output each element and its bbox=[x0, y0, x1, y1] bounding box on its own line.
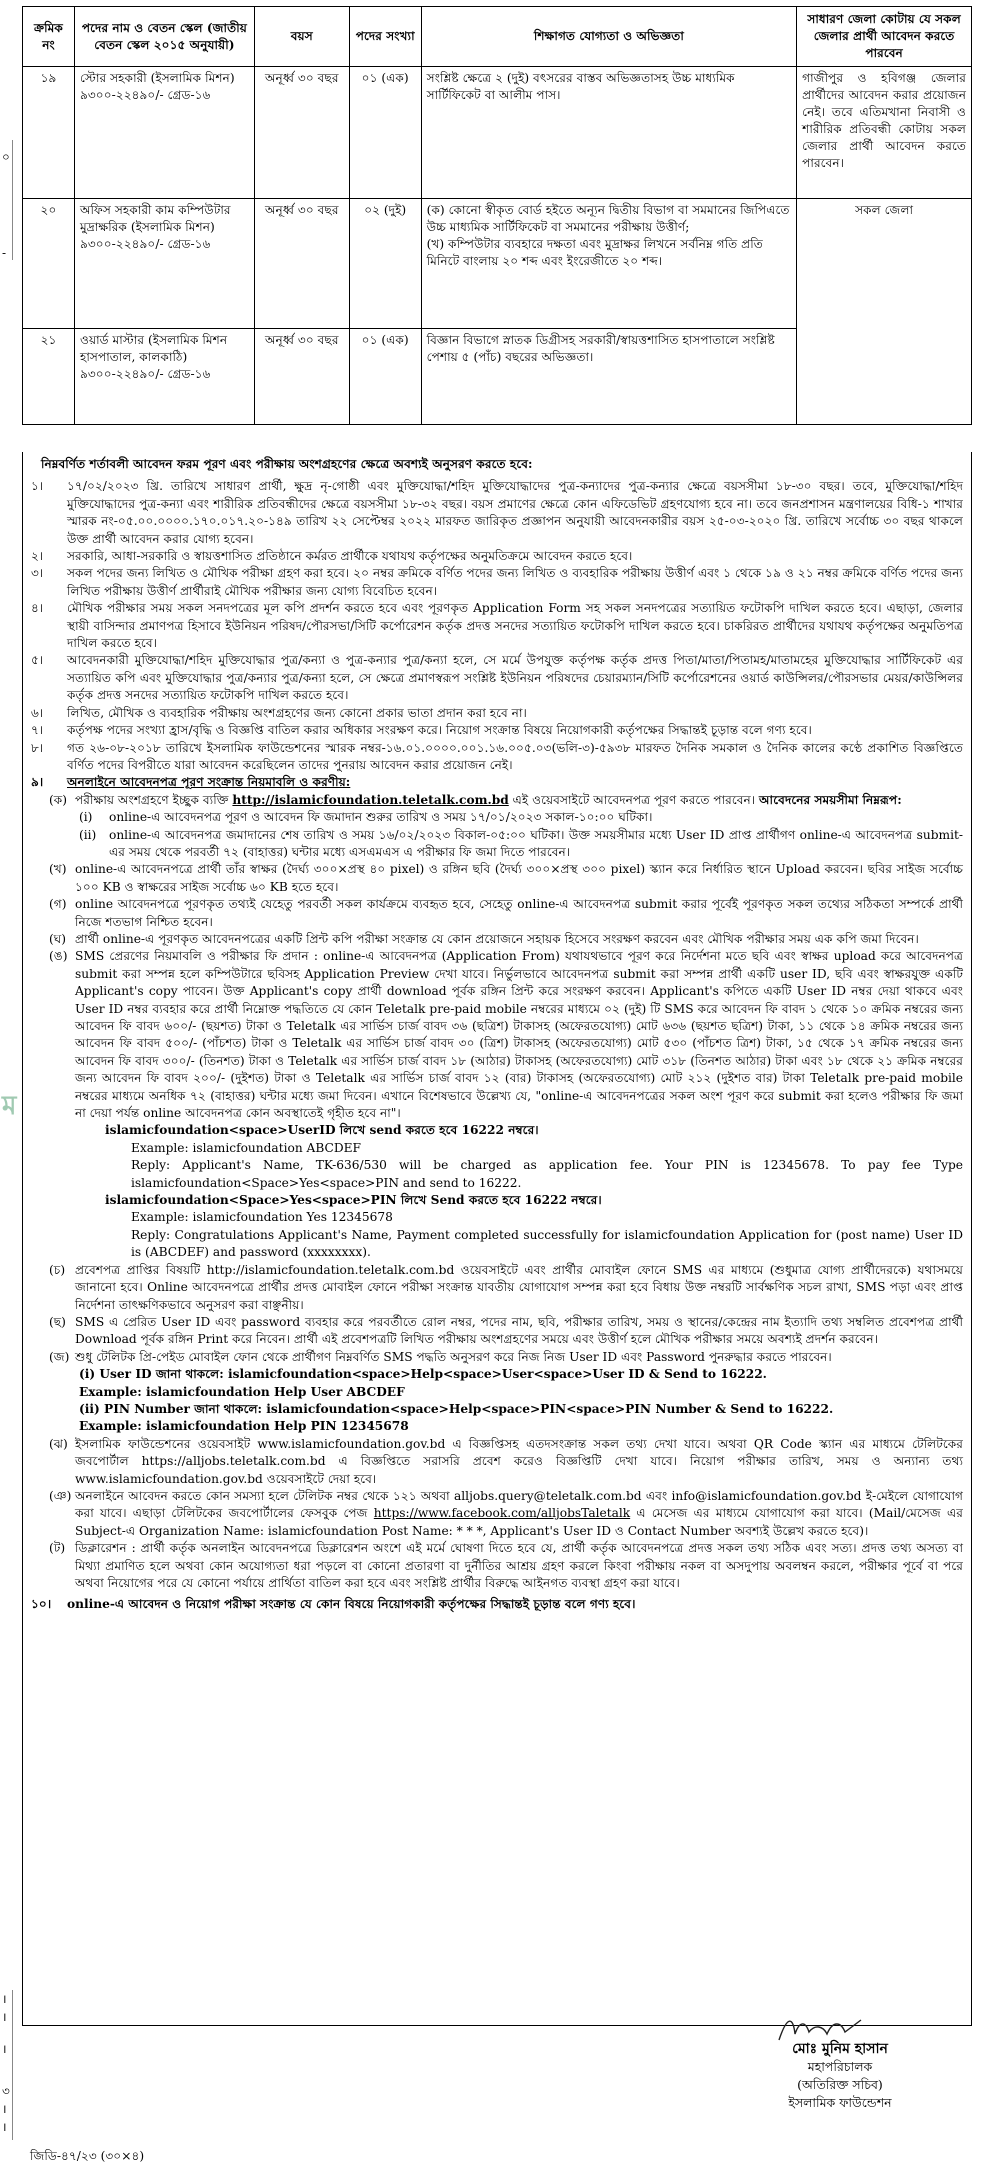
online-rule-kha: (খ) online-এ আবেদনপত্রে প্রার্থী তাঁর স্বাক্ষর (দৈর্ঘ্য ৩০০×প্রস্থ ৪০ pixel) ও রঙ্গিন ছবি (দৈর্ঘ্য ৩০০×প্রস্থ ৩০০ pixel) স্ক্যান করে নির্ধারিত স্থানে Upload করবেন। ছবির সাইজ সর্বোচ্চ ১০০ KB ও স্বাক্ষরের সাইজ সর্বোচ্চ ৬০ KB হতে হবে। bbox=[49, 862, 963, 894]
cell-count: ০১ (এক) bbox=[349, 67, 421, 199]
header-quota: সাধারণ জেলা কোটায় যে সকল জেলার প্রার্থী আবেদন করতে পারবেন bbox=[797, 7, 972, 67]
condition-item: ৭। কর্তৃপক্ষ পদের সংখ্যা হ্রাস/বৃদ্ধি ও বিজ্ঞপ্তি বাতিল করার অধিকার সংরক্ষণ করে। নিয়োগ সংক্রান্ত বিষয়ে নিয়োগকারী কর্তৃপক্ষের সিদ্ধান্তই চূড়ান্ত বলে গণ্য হবে। bbox=[31, 723, 812, 738]
sms-reply: Reply: Congratulations Applicant's Name, Payment completed successfully for islamicfoundation Application for (post name) User ID is (ABCDEF) and password (xxxxxxxx). bbox=[131, 1227, 963, 1260]
recover-example: Example: islamicfoundation Help User ABCDEF bbox=[79, 1384, 405, 1399]
left-edge-mark: । bbox=[2, 2102, 7, 2116]
deadline-start: (i) online-এ আবেদনপত্র পূরণ ও আবেদন ফি জমাদান শুরুর তারিখ ও সময় ১৭/০১/২০২৩ সকাল-১০:০০ ঘটিকা। bbox=[79, 810, 653, 825]
qualification-line: (ক) কোনো স্বীকৃত বোর্ড হইতে অন্যূন দ্বিতীয় বিভাগ বা সমমানের জিপিএতে উচ্চ মাধ্যমিক সার্টিফিকেট বা সমমানের পরীক্ষায় উত্তীর্ণ; bbox=[426, 203, 790, 234]
left-edge-mark: । bbox=[2, 1992, 7, 2006]
signatory-org: ইসলামিক ফাউন্ডেশন bbox=[788, 2095, 892, 2110]
condition-item: ৬। লিখিত, মৌখিক ও ব্যবহারিক পরীক্ষায় অংশগ্রহণের জন্য কোনো প্রকার ভাতা প্রদান করা হবে না। bbox=[31, 705, 527, 720]
sms-example: Example: islamicfoundation Yes 12345678 bbox=[131, 1210, 393, 1225]
condition-item: ৪। মৌখিক পরীক্ষার সময় সকল সনদপত্রের মূল কপি প্রদর্শন করতে হবে এবং পূরণকৃত Application Form সহ সকল সনদপত্রের সত্যায়িত ফটোকপি দাখিল করতে হবে। এছাড়া, জেলার স্থায়ী বাসিন্দার প্রমাণপত্র হিসাবে ইউনিয়ন পরিষদ/পৌরসভা/সিটি কর্পোরেশন কর্তৃক প্রদত্ত সনদের সত্যায়িত ফটোকপি দাখিল করতে হবে। চাকরিরত প্রার্থীদের যথাযথ কর্তৃপক্ষের অনুমতিপত্র দাখিল করতে হবে। bbox=[31, 601, 963, 651]
cell-count: ০২ (দুই) bbox=[349, 199, 421, 329]
online-rule-ka: (ক) পরীক্ষায় অংশগ্রহণে ইচ্ছুক ব্যক্তি http://islamicfoundation.teletalk.com.bd এই ওয়েবসাইটে আবেদনপত্র পূরণ করতে পারবেন। আবেদনের সময়সীমা নিম্নরূপ: bbox=[49, 792, 902, 807]
cell-post: স্টোর সহকারী (ইসলামিক মিশন) ৯৩০০-২২৪৯০/- গ্রেড-১৬ bbox=[74, 67, 254, 199]
header-count: পদের সংখ্যা bbox=[349, 7, 421, 67]
condition-item: ৮। গত ২৬-০৮-২০১৮ তারিখে ইসলামিক ফাউন্ডেশনের স্মারক নম্বর-১৬.০১.০০০০.০০১.১৬.০০৫.০৩(ভলি-৩)-৫৯৩৮ মারফত দৈনিক সমকাল ও দৈনিক কালের কণ্ঠে প্রকাশিত বিজ্ঞপ্তিতে বর্ণিত পদের বিপরীতে যারা আবেদন করেছিলেন তাদের পুনরায় আবেদন করার প্রয়োজন নেই। bbox=[31, 740, 963, 772]
left-edge-mark: - bbox=[2, 246, 7, 260]
recover-user-id: (i) User ID জানা থাকলে: islamicfoundation<space>Help<space>User<space>User ID & Send to 16222. bbox=[79, 1367, 767, 1382]
cell-quota: গাজীপুর ও হবিগঞ্জ জেলার প্রার্থীদের আবেদন করার প্রয়োজন নেই। তবে এতিমখানা নিবাসী ও শারীরিক প্রতিবন্ধী কোটায় সকল জেলার প্রার্থী আবেদন করতে পারবেন। bbox=[797, 67, 972, 199]
cell-age: অনূর্ধ্ব ৩০ বছর bbox=[254, 67, 349, 199]
signatory-title: মহাপরিচালক bbox=[807, 2059, 873, 2074]
header-post: পদের নাম ও বেতন স্কেল (জাতীয় বেতন স্কেল ২০১৫ অনুযায়ী) bbox=[74, 7, 254, 67]
online-rule-gha: (ঘ) প্রার্থী online-এ পূরণকৃত আবেদনপত্রের একটি প্রিন্ট কপি পরীক্ষা সংক্রান্ত যে কোন প্রয়োজনে সহায়ক হিসেবে সংরক্ষণ করবেন এবং মৌখিক পরীক্ষার সময় এক কপি জমা দিবেন। bbox=[49, 931, 919, 946]
cell-post: ওয়ার্ড মাস্টার (ইসলামিক মিশন হাসপাতাল, কালকাঠি) ৯৩০০-২২৪৯০/- গ্রেড-১৬ bbox=[74, 329, 254, 425]
online-rule-ga: (গ) online আবেদনপত্রে পূরণকৃত তথ্যই যেহেতু পরবর্তী সকল কার্যক্রমে ব্যবহৃত হবে, সেহেতু online-এ আবেদনপত্র submit করার পূর্বেই পূরণকৃত সকল তথ্যের সঠিকতা সম্পর্কে প্রার্থী নিজে শতভাগ নিশ্চিত হবেন। bbox=[49, 897, 963, 929]
condition-item: ৫। আবেদনকারী মুক্তিযোদ্ধা/শহিদ মুক্তিযোদ্ধার পুত্র/কন্যা ও পুত্র-কন্যার পুত্র/কন্যা হলে, সে মর্মে উপযুক্ত কর্তৃপক্ষ কর্তৃক প্রদত্ত পিতা/মাতা/পিতামহ/মাতামহের মুক্তিযোদ্ধার সার্টিফিকেট এর সত্যায়িত কপি এবং মুক্তিযোদ্ধার পুত্র/কন্যার পুত্র/কন্যা হলে, সে ক্ষেত্রে প্রমাণস্বরূপ সংশ্লিষ্ট ইউনিয়ন পরিষদের চেয়ারম্যান/সিটি কর্পোরেশনের ওয়ার্ড কাউন্সিলর/পৌরসভার মেয়র/কাউন্সিলর কর্তৃক প্রদত্ত সনদের সত্যায়িত ফটোকপি দাখিল করতে হবে। bbox=[31, 653, 963, 703]
cell-qualification: সংশ্লিষ্ট ক্ষেত্রে ২ (দুই) বৎসরের বাস্তব অভিজ্ঞতাসহ উচ্চ মাধ্যমিক সার্টিফিকেট বা আলীম পাস। bbox=[421, 67, 796, 199]
dg-code: জিডি-৪৭/২৩ (৩০×৪) bbox=[30, 2149, 145, 2163]
posts-table bbox=[22, 6, 972, 425]
left-edge-mark: । bbox=[2, 2042, 7, 2056]
online-rule-nya: (ঞ) অনলাইনে আবেদন করতে কোন সমস্যা হলে টেলিটক নম্বর থেকে ১২১ অথবা alljobs.query@teletalk.com.bd এবং info@islamicfoundation.gov.bd ই-মেইলে যোগাযোগ করা যাবে। এছাড়া টেলিটকের জবপোর্টালের ফেসবুক পেজ https://www.facebook.com/alljobsTaletalk এ মেসেজ এর মাধ্যমে যোগাযোগ করা যাবে। (Mail/মেসেজ এর Subject-এ Organization Name: islamicfoundation Post Name: * * *, Applicant's User ID ও Contact Number অবশ্যই উল্লেখ করতে হবে)। bbox=[49, 1488, 963, 1538]
left-edge-mark: ৩ bbox=[2, 2084, 10, 2098]
header-age: বয়স bbox=[254, 7, 349, 67]
table-row bbox=[23, 67, 972, 199]
sms-step-1: islamicfoundation<space>UserID লিখে send করতে হবে 16222 নম্বরে। bbox=[105, 1123, 539, 1138]
sms-reply: Reply: Applicant's Name, TK-636/530 will be charged as application fee. Your PIN is 12345678. To pay fee Type islamicfoundation<Space>Yes<space>PIN and send to 16222. bbox=[131, 1158, 963, 1190]
condition-item: ৩। সকল পদের জন্য লিখিত ও মৌখিক পরীক্ষা গ্রহণ করা হবে। ২০ নম্বর ক্রমিকে বর্ণিত পদের জন্য লিখিত ও ব্যবহারিক পরীক্ষায় উত্তীর্ণ এবং ১ থেকে ১৯ ও ২১ নম্বর ক্রমিকে বর্ণিত পদের জন্য লিখিত পরীক্ষায় উত্তীর্ণ প্রার্থীরাই মৌখিক পরীক্ষার জন্য যোগ্য বিবেচিত হবেন। bbox=[31, 566, 963, 598]
table-row bbox=[23, 199, 972, 329]
left-edge-mark: । bbox=[2, 2120, 7, 2134]
online-rule-jha: (ঝ) ইসলামিক ফাউন্ডেশনের ওয়েবসাইট www.islamicfoundation.gov.bd এ বিজ্ঞপ্তিসহ এতদসংক্রান্ত সকল তথ্য দেখা যাবে। অথবা QR Code স্ক্যান এর মাধ্যমে টেলিটকের জবপোর্টাল https://alljobs.teletalk.com.bd এ বিজ্ঞপ্তিতে সরাসরি প্রবেশ করেও বিজ্ঞপ্তিটি দেখা যাবে। নিয়োগ পরীক্ষার তারিখ, সময় ও অন্যান্য তথ্য www.islamicfoundation.gov.bd ওয়েবসাইটে দেয়া হবে। bbox=[49, 1436, 963, 1486]
watermark: ম bbox=[2, 1091, 17, 1121]
cell-quota: সকল জেলা bbox=[797, 199, 972, 425]
sms-example: Example: islamicfoundation ABCDEF bbox=[131, 1140, 361, 1155]
recover-pin: (ii) PIN Number জানা থাকলে: islamicfoundation<space>Help<space>PIN<space>PIN Number & Send to 16222. bbox=[79, 1401, 834, 1416]
signatory-rank: (অতিরিক্ত সচিব) bbox=[797, 2077, 883, 2092]
online-rule-chha: (ছ) SMS এ প্রেরিত User ID এবং password ব্যবহার করে পরবর্তীতে রোল নম্বর, পদের নাম, ছবি, পরীক্ষার তারিখ, সময় ও স্থানের/কেন্দ্রের নাম ইত্যাদি তথ্য সম্বলিত প্রবেশপত্র প্রার্থী Download পূর্বক রঙ্গিন Print করে নিবেন। প্রার্থী এই প্রবেশপত্রটি লিখিত পরীক্ষায় অংশগ্রহণের সময়ে এবং উত্তীর্ণ হলে মৌখিক পরীক্ষার সময়ে অবশ্যই প্রদর্শন করবেন। bbox=[49, 1314, 963, 1347]
condition-item: ১। ১৭/০২/২০২৩ খ্রি. তারিখে সাধারণ প্রার্থী, ক্ষুদ্র নৃ-গোষ্ঠী এবং মুক্তিযোদ্ধা/শহিদ মুক্তিযোদ্ধাদের পুত্র-কন্যাদের পুত্র-কন্যার ক্ষেত্রে বয়সসীমা ১৮-৩০ বছর। তবে, মুক্তিযোদ্ধা/শহিদ মুক্তিযোদ্ধাদের পুত্র-কন্যা এবং শারীরিক প্রতিবন্ধীদের ক্ষেত্রে বয়সসীমা ১৮-৩২ বছর। বয়স প্রমাণের ক্ষেত্রে কোন এফিডেভিট গ্রহণযোগ্য হবে না। তবে জনপ্রশাসন মন্ত্রণালয়ের বিধি-১ শাখার স্মারক নং-০৫.০০.০০০০.১৭০.০১৭.২০-১৪৯ তারিখ ২২ সেপ্টেম্বর ২০২২ মারফত জারিকৃত প্রজ্ঞাপন অনুযায়ী আবেদনকারীর বয়স ২৫-০৩-২০২০ খ্রি. তারিখে সর্বোচ্চ ৩০ বছর থাকলে উক্ত প্রার্থী আবেদন করার যোগ্য হবেন। bbox=[31, 479, 963, 546]
recover-example: Example: islamicfoundation Help PIN 12345678 bbox=[79, 1419, 409, 1434]
conditions-heading: নিম্নবর্ণিত শর্তাবলী আবেদন ফরম পূরণ এবং পরীক্ষায় অংশগ্রহণের ক্ষেত্রে অবশ্যই অনুসরণ করতে হবে: bbox=[41, 457, 533, 471]
cell-age: অনূর্ধ্ব ৩০ বছর bbox=[254, 329, 349, 425]
table-header-row bbox=[23, 7, 972, 67]
cell-post: অফিস সহকারী কাম কম্পিউটার মুদ্রাক্ষরিক (ইসলামিক মিশন) ৯৩০০-২২৪৯০/- গ্রেড-১৬ bbox=[74, 199, 254, 329]
cell-age: অনূর্ধ্ব ৩০ বছর bbox=[254, 199, 349, 329]
header-qualification: শিক্ষাগত যোগ্যতা ও অভিজ্ঞতা bbox=[421, 7, 796, 67]
online-rule-cha: (চ) প্রবেশপত্র প্রাপ্তির বিষয়টি http://islamicfoundation.teletalk.com.bd ওয়েবসাইটে এবং প্রার্থীর মোবাইল ফোনে SMS এর মাধ্যমে (শুধুমাত্র যোগ্য প্রার্থীদেরকে) যথাসময়ে জানানো হবে। Online আবেদনপত্রে প্রার্থীর প্রদত্ত মোবাইল ফোনে পরীক্ষা সংক্রান্ত যাবতীয় যোগাযোগ সম্পন্ন করা হবে বিধায় উক্ত নম্বরটি সার্বক্ষণিক সচল রাখা, SMS পড়া এবং প্রাপ্ত নির্দেশনা তাৎক্ষণিকভাবে অনুসরণ করা বাঞ্ছনীয়। bbox=[49, 1262, 963, 1312]
cell-serial: ২১ bbox=[23, 329, 75, 425]
online-rule-uma: (ঙ) SMS প্রেরণের নিয়মাবলি ও পরীক্ষার ফি প্রদান : online-এ আবেদনপত্র (Application From) যথাযথভাবে পূরণ করে নির্দেশনা মতে ছবি এবং স্বাক্ষর upload করে আবেদনপত্র submit করা সম্পন্ন হলে কম্পিউটারে ছবিসহ Application Preview দেখা যাবে। নির্ভুলভাবে আবেদনপত্র submit করা সম্পন্ন প্রার্থী একটি user ID, ছবি এবং স্বাক্ষরযুক্ত একটি Applicant's copy পাবেন। উক্ত Applicant's copy প্রার্থী download পূর্বক রঙ্গিন প্রিন্ট করে সংরক্ষণ করবেন। Applicant's কপিতে একটি User ID নম্বর দেয়া থাকবে এবং User ID নম্বর ব্যবহার করে প্রার্থী নিম্নোক্ত পদ্ধতিতে যে কোন Teletalk pre-paid mobile নম্বরের মাধ্যমে ০২ (দুই) টি SMS করে আবেদন ফি বাবদ ১ থেকে ১০ ক্রমিক নম্বরের জন্য আবেদন ফি বাবদ ৬০০/- (ছয়শত) টাকা ও Teletalk এর সার্ভিস চার্জ বাবদ ৩৬ (ছত্রিশ) টাকাসহ (অফেরতযোগ্য) মোট ৬৩৬ (ছয়শত ছত্রিশ) টাকা, ১১ থেকে ১৪ ক্রমিক নম্বরের জন্য আবেদন ফি বাবদ ৫০০/- (পাঁচশত) টাকা ও Teletalk এর সার্ভিস চার্জ বাবদ ৩০ (ত্রিশ) টাকাসহ (অফেরতযোগ্য) মোট ৫৩০ (পাঁচশত ত্রিশ) টাকা, ১৫ থেকে ১৭ ক্রমিক নম্বরের জন্য আবেদন ফি বাবদ ৩০০/- (তিনশত) টাকা ও Teletalk এর সার্ভিস চার্জ বাবদ ১৮ (আঠার) টাকাসহ (অফেরতযোগ্য) মোট ৩১৮ (তিনশত আঠার) টাকা এবং ১৮ থেকে ২১ ক্রমিক নম্বরের জন্য আবেদন ফি বাবদ ২০০/- (দুইশত) টাকা ও Teletalk এর সার্ভিস চার্জ বাবদ ১২ (বার) টাকাসহ (অফেরতযোগ্য) মোট ২১২ (দুইশত বার) টাকা Teletalk pre-paid mobile নম্বরের মাধ্যমে অনধিক ৭২ (বাহাত্তর) ঘন্টার মধ্যে জমা দিবেন। এখানে বিশেষভাবে উল্লেখ্য যে, "online-এ আবেদনপত্রের সকল অংশ পূরণ করে submit করা হলেও পরীক্ষার ফি জমা না দেয়া পর্যন্ত online আবেদনপত্র কোন অবস্থাতেই গৃহীত হবে না"। bbox=[49, 949, 963, 1121]
qualification-line: (খ) কম্পিউটার ব্যবহারে দক্ষতা এবং মুদ্রাক্ষর লিখনে সর্বনিম্ন গতি প্রতি মিনিটে বাংলায় ২০ শব্দ এবং ইংরেজীতে ২০ শব্দ। bbox=[426, 237, 763, 268]
condition-item-final: ১০। online-এ আবেদন ও নিয়োগ পরীক্ষা সংক্রান্ত যে কোন বিষয়ে নিয়োগকারী কর্তৃপক্ষের সিদ্ধান্তই চূড়ান্ত বলে গণ্য হবে। bbox=[31, 1597, 636, 1612]
online-rule-ta: (ট) ডিক্লারেশন : প্রার্থী কর্তৃক অনলাইন আবেদনপত্রে ডিক্লারেশন অংশে এই মর্মে ঘোষণা দিতে হবে যে, প্রার্থী কর্তৃক আবেদনপত্রে প্রদত্ত সকল তথ্য সঠিক এবং সত্য। প্রদত্ত তথ্য অসত্য বা মিথ্যা প্রমাণিত হলে অথবা কোন অযোগ্যতা ধরা পড়লে বা কোনো প্রতারণা বা দুর্নীতির আশ্রয় গ্রহণ করলে কিংবা পরীক্ষায় নকল বা অসদুপায় অবলম্বন করলে, পরীক্ষার পূর্বে বা পরে অথবা নিয়োগের পরে যে কোনো পর্যায়ে প্রার্থিতা বাতিল করা হবে এবং সংশ্লিষ্ট প্রার্থীর বিরুদ্ধে আইনগত ব্যবস্থা গ্রহণ করা যাবে। bbox=[49, 1541, 963, 1590]
sms-step-2: islamicfoundation<Space>Yes<space>PIN লিখে Send করতে হবে 16222 নম্বরে। bbox=[105, 1193, 602, 1208]
left-edge-mark: ০ bbox=[2, 150, 10, 164]
online-heading: ৯। অনলাইনে আবেদনপত্র পূরণ সংক্রান্ত নিয়মাবলি ও করণীয়: bbox=[31, 775, 351, 790]
cell-count: ০১ (এক) bbox=[349, 329, 421, 425]
condition-item: ২। সরকারি, আধা-সরকারি ও স্বায়ত্তশাসিত প্রতিষ্ঠানে কর্মরত প্রার্থীকে যথাযথ কর্তৃপক্ষের অনুমতিক্রমে আবেদন করতে হবে। bbox=[31, 549, 633, 564]
cell-qualification bbox=[421, 199, 796, 329]
cell-qualification: বিজ্ঞান বিভাগে স্নাতক ডিগ্রীসহ সরকারী/স্বায়ত্তশাসিত হাসপাতালে সংশ্লিষ্ট পেশায় ৫ (পাঁচ) বছরের অভিজ্ঞতা। bbox=[421, 329, 796, 425]
conditions-section bbox=[22, 452, 972, 2026]
apply-website-link[interactable]: http://islamicfoundation.teletalk.com.bd bbox=[232, 792, 509, 807]
cell-serial: ১৯ bbox=[23, 67, 75, 199]
signatory-name: মোঃ মুনিম হাসান bbox=[792, 2041, 888, 2057]
online-rule-ja: (জ) শুধু টেলিটক প্রি-পেইড মোবাইল ফোন থেকে প্রার্থীগণ নিম্নবর্ণিত SMS পদ্ধতি অনুসরণ করে নিজ নিজ User ID এবং Password পুনরুদ্ধার করতে পারবেন। bbox=[49, 1349, 832, 1364]
left-edge-mark: । bbox=[2, 2010, 7, 2024]
cell-serial: ২০ bbox=[23, 199, 75, 329]
header-serial: ক্রমিক নং bbox=[23, 7, 75, 67]
signature-block bbox=[730, 2040, 950, 2112]
deadline-end: (ii) online-এ আবেদনপত্র জমাদানের শেষ তারিখ ও সময় ১৬/০২/২০২৩ বিকাল-০৫:০০ ঘটিকা। উক্ত সময়সীমার মধ্যে User ID প্রাপ্ত প্রার্থীগণ online-এ আবেদনপত্র submit-এর সময় থেকে পরবর্তী ৭২ (বাহাত্তর) ঘন্টার মধ্যে এসএমএস এ পরীক্ষার ফি জমা দিতে পারবেন। bbox=[79, 827, 963, 859]
facebook-link[interactable]: https://www.facebook.com/alljobsTaletalk bbox=[373, 1506, 631, 1521]
